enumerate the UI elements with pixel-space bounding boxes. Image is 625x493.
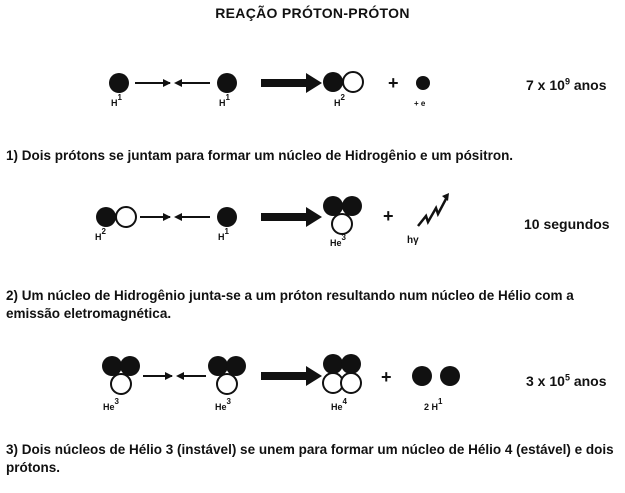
proton (323, 72, 343, 92)
proton (109, 73, 129, 93)
proton (412, 366, 432, 386)
positron (416, 76, 430, 90)
reaction-big-arrow (261, 73, 322, 93)
neutron (116, 207, 136, 227)
neutron (111, 374, 131, 394)
neutron (343, 72, 363, 92)
label-h1-left: H1 (111, 93, 122, 108)
row-1-reaction (109, 72, 430, 108)
proton (208, 356, 228, 376)
plus-sign: + (388, 73, 399, 93)
caption-3: 3) Dois núcleos de Hélio 3 (instável) se unem para formar um núcleo de Hélio 4 (estável) e dois prótons. (6, 442, 614, 475)
proton (440, 366, 460, 386)
row-3-reaction (102, 354, 460, 412)
label-he4: He4 (331, 397, 347, 412)
proton (323, 354, 343, 374)
caption-2: 2) Um núcleo de Hidrogênio junta-se a um próton resultando num núcleo de Hélio com a emissão eletromagnética. (6, 288, 574, 321)
time-row-1: 7 x $10^9$ anos (526, 76, 607, 93)
proton (341, 354, 361, 374)
reaction-big-arrow (261, 366, 322, 386)
proton (342, 196, 362, 216)
proton (226, 356, 246, 376)
time-row-2: 10 segundos (524, 216, 610, 232)
row-2-reaction (95, 193, 449, 248)
label-h1-right: H1 (219, 93, 230, 108)
approach-arrow-left (174, 79, 210, 87)
page-title: REAÇÃO PRÓTON-PRÓTON (215, 5, 410, 21)
neutron (217, 374, 237, 394)
approach-arrow-left (174, 213, 210, 221)
label-he3-left: He3 (103, 397, 119, 412)
proton (217, 73, 237, 93)
proton (96, 207, 116, 227)
label-he3-right: He3 (215, 397, 231, 412)
proton (120, 356, 140, 376)
reaction-big-arrow (261, 207, 322, 227)
proton (217, 207, 237, 227)
label-he3: He3 (330, 233, 346, 248)
time-row-3: 3 x $10^5$ anos (526, 372, 607, 389)
label-h1: H1 (218, 227, 229, 242)
plus-sign: + (381, 367, 392, 387)
label-h2: H2 (334, 93, 345, 108)
proton (102, 356, 122, 376)
label-2h1: 2 H1 (424, 397, 443, 412)
label-h2: H2 (95, 227, 106, 242)
label-positron: + e (414, 99, 426, 108)
label-photon: hγ (407, 235, 419, 246)
photon-wave-icon (418, 197, 447, 226)
proton (323, 196, 343, 216)
plus-sign: + (383, 206, 394, 226)
neutron (341, 373, 361, 393)
caption-1: 1) Dois prótons se juntam para formar um núcleo de Hidrogênio e um pósitron. (6, 148, 514, 163)
approach-arrow-left (176, 372, 206, 380)
neutron (332, 214, 352, 234)
